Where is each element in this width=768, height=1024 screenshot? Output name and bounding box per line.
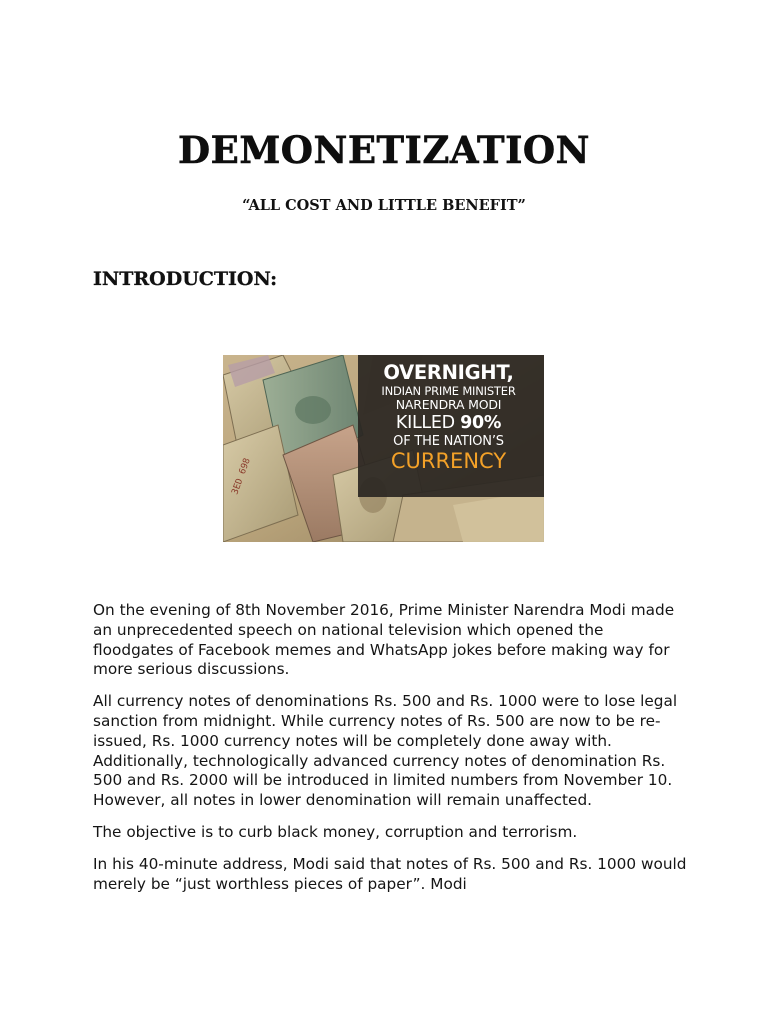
overlay-line-indian-pm: INDIAN PRIME MINISTER <box>381 383 516 398</box>
image-overlay-text <box>360 363 537 472</box>
paragraph: The objective is to curb black money, corruption and terrorism. <box>93 822 578 841</box>
body-text <box>93 601 688 906</box>
overlay-line-currency: CURRENCY <box>390 449 507 473</box>
document-title: DEMONETIZATION <box>178 128 590 172</box>
svg-text:3ED 698: 3ED 698 <box>230 456 253 497</box>
overlay-line-overnight: OVERNIGHT, <box>383 361 514 384</box>
section-heading-introduction: INTRODUCTION: <box>93 268 278 290</box>
document-subtitle: “ALL COST AND LITTLE BENEFIT” <box>242 197 526 214</box>
paragraph: In his 40-minute address, Modi said that notes of Rs. 500 and Rs. 1000 would merely be “just worthless pieces of paper”. Modi <box>93 854 687 893</box>
paragraph: On the evening of 8th November 2016, Prime Minister Narendra Modi made an unprecedented speech on national television which opened the floodgates of Facebook memes and WhatsApp jokes before making way for more serious discussions. <box>93 601 675 679</box>
overlay-line-narendra-modi: NARENDRA MODI <box>395 397 502 412</box>
overlay-line-killed <box>360 412 537 433</box>
paragraph: All currency notes of denominations Rs. 500 and Rs. 1000 were to lose legal sanction from midnight. While currency notes of Rs. 500 are now to be re-issued, Rs. 1000 currency notes will be completely done away with. Additionally, technologically advanced currency notes of denomination Rs. 500 and Rs. 2000 will be introduced in limited numbers from November 10. However, all notes in lower denomination will remain unaffected. <box>93 692 678 810</box>
overlay-percent: 90% <box>460 412 502 433</box>
overlay-killed-word: KILLED <box>395 412 455 433</box>
overlay-line-nations: OF THE NATION’S <box>393 434 504 449</box>
